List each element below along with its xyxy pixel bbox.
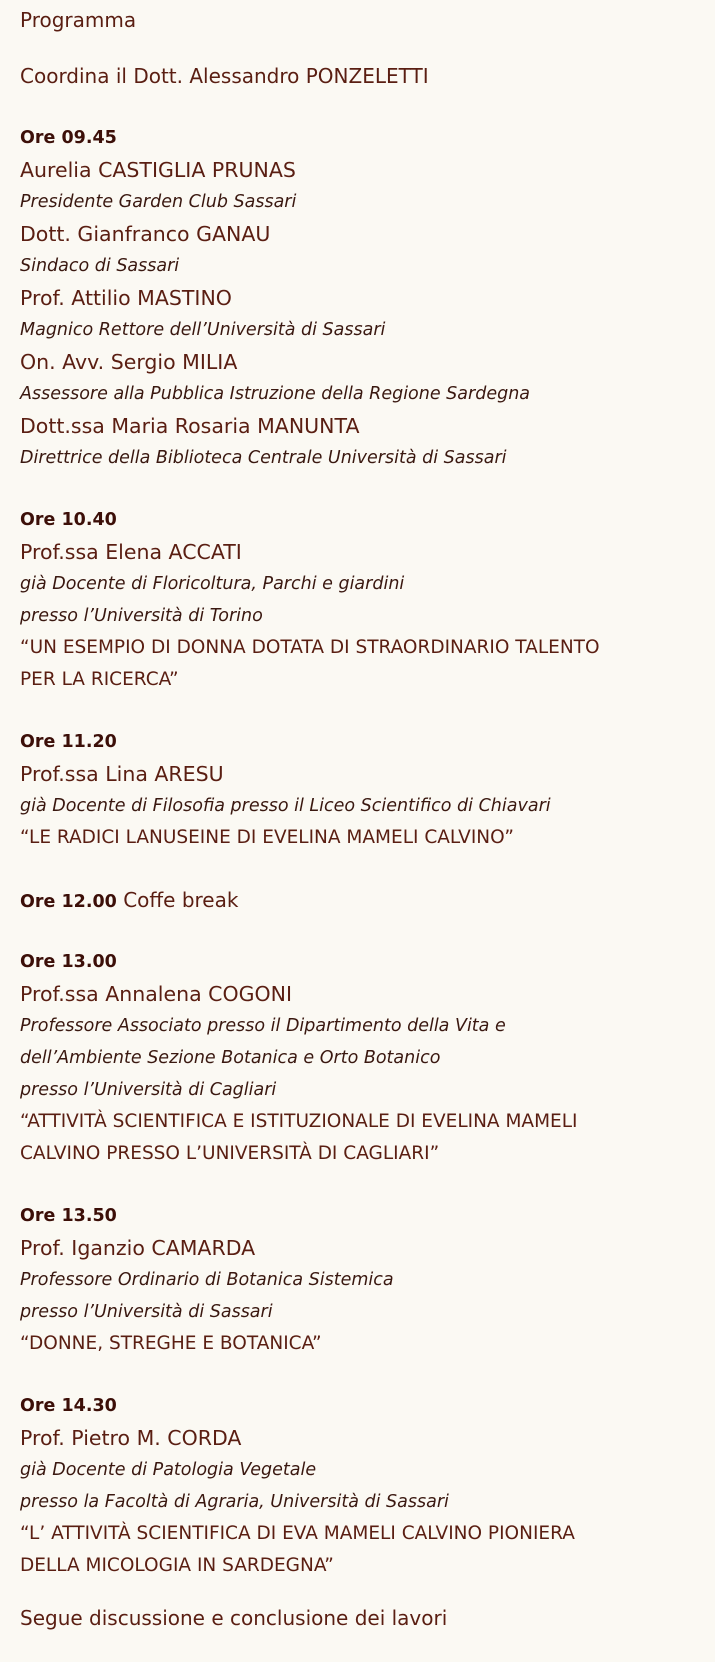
spacer — [20, 854, 703, 884]
page-title: Programma — [20, 8, 137, 32]
speaker-role: presso l’Università di Sassari — [20, 1302, 273, 1322]
session-time: Ore 13.00 — [20, 952, 117, 972]
speaker-role: Magnico Rettore dell’Università di Sassari — [20, 320, 386, 340]
speaker-role: dell’Ambiente Sezione Botanica e Orto Botanico — [20, 1048, 441, 1068]
talk-title: DELLA MICOLOGIA IN SARDEGNA” — [20, 1555, 334, 1576]
spacer — [20, 92, 703, 122]
session-1430 — [20, 1390, 703, 1582]
talk-title: “DONNE, STREGHE E BOTANICA” — [20, 1333, 322, 1354]
speaker-name: Prof.ssa Annalena COGONI — [20, 982, 293, 1006]
speaker-role: già Docente di Patologia Vegetale — [20, 1460, 317, 1480]
speaker-role: Presidente Garden Club Sassari — [20, 192, 297, 212]
talk-title: “L’ ATTIVITÀ SCIENTIFICA DI EVA MAMELI CALVINO PIONIERA — [20, 1523, 575, 1544]
break-label: Coffe break — [123, 888, 239, 912]
talk-title: “LE RADICI LANUSEINE DI EVELINA MAMELI CALVINO” — [20, 827, 514, 848]
spacer — [20, 40, 703, 60]
spacer — [20, 1170, 703, 1200]
session-1350 — [20, 1200, 703, 1360]
speaker-name: Prof. Pietro M. CORDA — [20, 1426, 242, 1450]
speaker-name: Prof.ssa Lina ARESU — [20, 762, 224, 786]
session-time: Ore 13.50 — [20, 1206, 117, 1226]
speaker-name: Prof.ssa Elena ACCATI — [20, 540, 242, 564]
talk-title: “ATTIVITÀ SCIENTIFICA E ISTITUZIONALE DI EVELINA MAMELI — [20, 1111, 578, 1132]
session-time: Ore 10.40 — [20, 510, 117, 530]
session-1040 — [20, 504, 703, 696]
speaker-role: già Docente di Floricoltura, Parchi e giardini — [20, 574, 405, 594]
session-1300 — [20, 946, 703, 1170]
talk-title: PER LA RICERCA” — [20, 669, 179, 690]
spacer — [20, 1360, 703, 1390]
speaker-name: Dott.ssa Maria Rosaria MANUNTA — [20, 414, 360, 438]
speaker-name: On. Avv. Sergio MILIA — [20, 350, 238, 374]
session-0945 — [20, 122, 703, 474]
speaker-role: Sindaco di Sassari — [20, 256, 180, 276]
spacer — [20, 696, 703, 726]
speaker-role: già Docente di Filosofia presso il Liceo Scientifico di Chiavari — [20, 796, 551, 816]
session-time: Ore 14.30 — [20, 1396, 117, 1416]
session-1200-coffee-break — [20, 884, 703, 916]
speaker-name: Dott. Gianfranco GANAU — [20, 222, 271, 246]
spacer — [20, 916, 703, 946]
session-time: Ore 11.20 — [20, 732, 117, 752]
spacer — [20, 474, 703, 504]
session-time: Ore 12.00 — [20, 892, 117, 912]
speaker-role: Direttrice della Biblioteca Centrale Università di Sassari — [20, 448, 507, 468]
speaker-role: Assessore alla Pubblica Istruzione della Regione Sardegna — [20, 384, 531, 404]
speaker-role: presso la Facoltà di Agraria, Università di Sassari — [20, 1492, 449, 1512]
speaker-name: Prof. Attilio MASTINO — [20, 286, 232, 310]
speaker-role: presso l’Università di Torino — [20, 606, 263, 626]
talk-title: “UN ESEMPIO DI DONNA DOTATA DI STRAORDINARIO TALENTO — [20, 637, 600, 658]
closing-line: Segue discussione e conclusione dei lavori — [20, 1606, 448, 1630]
talk-title: CALVINO PRESSO L’UNIVERSITÀ DI CAGLIARI” — [20, 1143, 440, 1164]
speaker-role: Professore Ordinario di Botanica Sistemica — [20, 1270, 394, 1290]
speaker-name: Prof. Iganzio CAMARDA — [20, 1236, 256, 1260]
speaker-name: Aurelia CASTIGLIA PRUNAS — [20, 158, 296, 182]
speaker-role: Professore Associato presso il Dipartimento della Vita e — [20, 1016, 506, 1036]
speaker-role: presso l’Università di Cagliari — [20, 1080, 277, 1100]
spacer — [20, 1582, 703, 1602]
coordinator-line: Coordina il Dott. Alessandro PONZELETTI — [20, 64, 429, 88]
session-time: Ore 09.45 — [20, 128, 117, 148]
session-1120 — [20, 726, 703, 854]
